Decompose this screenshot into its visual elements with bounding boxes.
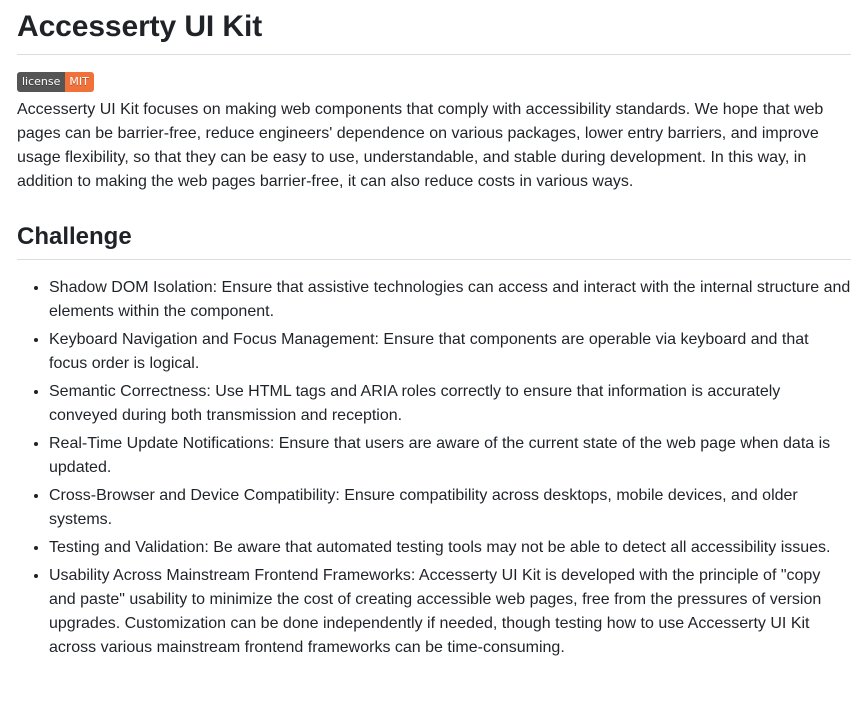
license-badge[interactable]: [17, 72, 94, 92]
challenge-list: [17, 276, 851, 660]
list-item: • Usability Across Mainstream Frontend Frameworks: Accesserty UI Kit is developed with the principle of "copy and paste" usability to minimize the cost of creating accessible web pages, free from the pressures of version upgrades. Customization can be done independently if needed, though testing how to use Accesserty UI Kit across various mainstream frontend frameworks can be time-consuming.: [49, 564, 851, 660]
badge-value: MIT: [65, 72, 93, 92]
page-title: Accesserty UI Kit: [17, 0, 851, 55]
list-item: • Semantic Correctness: Use HTML tags and ARIA roles correctly to ensure that information is accurately conveyed during both transmission and reception.: [49, 380, 851, 428]
badge-label: license: [17, 72, 65, 92]
list-item: • Keyboard Navigation and Focus Management: Ensure that components are operable via keyboard and that focus order is logical.: [49, 328, 851, 376]
list-item: • Shadow DOM Isolation: Ensure that assistive technologies can access and interact with the internal structure and elements within the component.: [49, 276, 851, 324]
list-item: • Testing and Validation: Be aware that automated testing tools may not be able to detect all accessibility issues.: [49, 536, 851, 560]
list-item: • Real-Time Update Notifications: Ensure that users are aware of the current state of the web page when data is updated.: [49, 432, 851, 480]
list-item: • Cross-Browser and Device Compatibility: Ensure compatibility across desktops, mobile devices, and older systems.: [49, 484, 851, 532]
challenge-heading: Challenge: [17, 222, 851, 260]
intro-paragraph: Accesserty UI Kit focuses on making web components that comply with accessibility standards. We hope that web pages can be barrier-free, reduce engineers' dependence on various packages, lower entry barriers, and improve usage flexibility, so that they can be easy to use, understandable, and stable during development. In this way, in addition to making the web pages barrier-free, it can also reduce costs in various ways.: [17, 101, 824, 190]
